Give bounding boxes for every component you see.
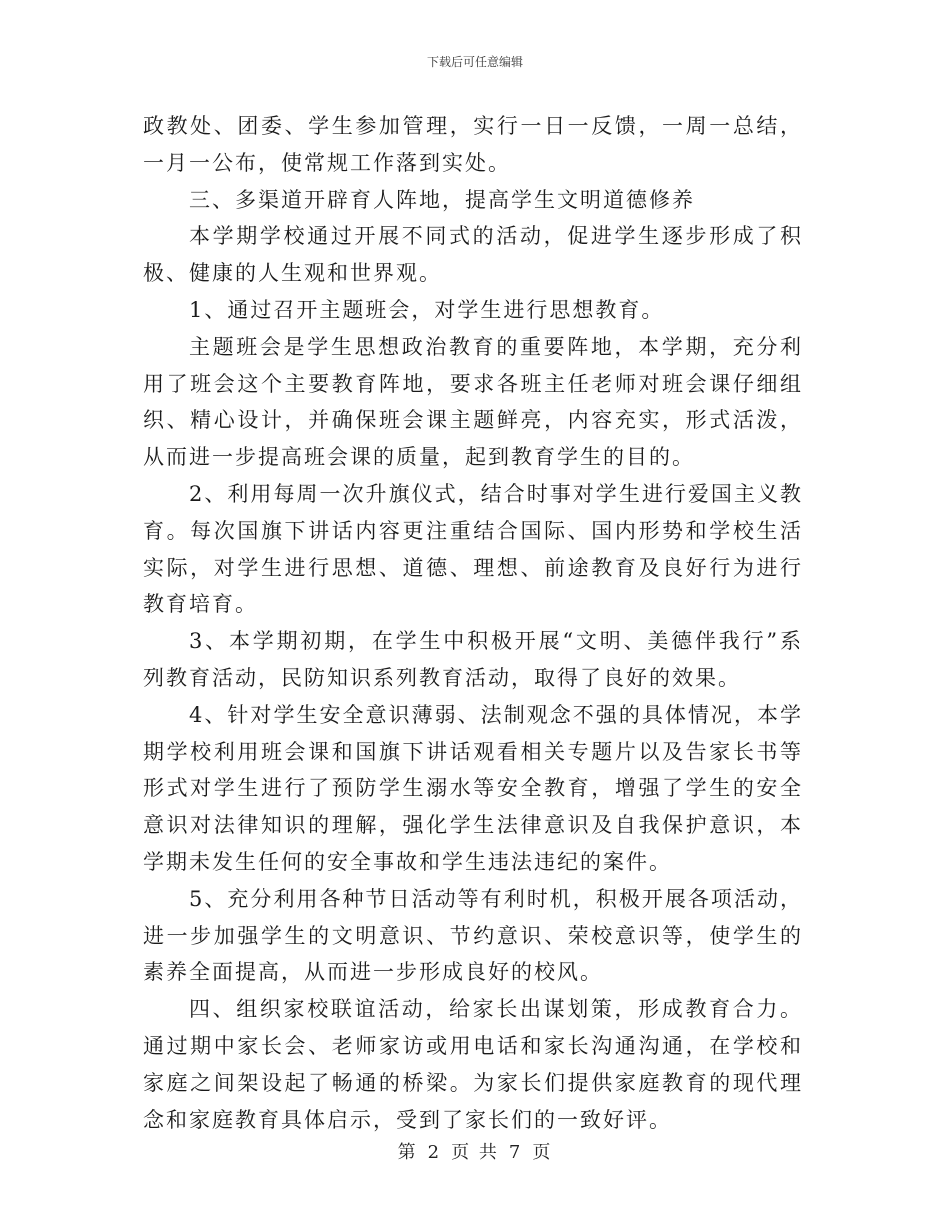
page-header: 下载后可任意编辑 [426,55,523,69]
footer-prefix: 第 [397,1142,418,1163]
document-body [143,108,803,1138]
paragraph-item-4: 4、针对学生安全意识薄弱、法制观念不强的具体情况，本学期学校利用班会课和国旗下讲话观看相关专题片以及告家长书等形式对学生进行了预防学生溺水等安全教育，增强了学生的安全意识对法律知识的理解，强化学生法律意识及自我保护意识，本学期未发生任何的安全事故和学生违法违纪的案件。 [143,702,803,874]
section-heading-3: 三、多渠道开辟育人阵地，提高学生文明道德修养 [189,187,695,212]
total-pages-number: 7 [508,1142,523,1163]
paragraph-item-2: 2、利用每周一次升旗仪式，结合时事对学生进行爱国主义教育。每次国旗下讲话内容更注重结合国际、国内形势和学校生活实际，对学生进行思想、道德、理想、前途教育及良好行为进行教育培育。 [143,481,803,617]
current-page-number: 2 [427,1142,442,1163]
paragraph-item-3: 3、本学期初期，在学生中积极开展“文明、美德伴我行”系列教育活动，民防知识系列教育活动，取得了良好的效果。 [143,629,803,690]
paragraph-5: 主题班会是学生思想政治教育的重要阵地，本学期，充分利用了班会这个主要教育阵地，要求各班主任老师对班会课仔细组织、精心设计，并确保班会课主题鲜亮，内容充实，形式活泼，从而进一步提高班会课的质量，起到教育学生的目的。 [143,334,803,470]
paragraph-1: 政教处、团委、学生参加管理，实行一日一反馈，一周一总结，一月一公布，使常规工作落到实处。 [143,114,803,175]
paragraph-3: 本学期学校通过开展不同式的活动，促进学生逐步形成了积极、健康的人生观和世界观。 [143,224,803,286]
footer-suffix: 页 [532,1142,553,1163]
item-heading-1: 1、通过召开主题班会，对学生进行思想教育。 [189,297,665,322]
page-footer [0,1142,950,1164]
footer-middle: 页 共 [451,1142,499,1163]
paragraph-item-5: 5、充分利用各种节日活动等有利时机，积极开展各项活动，进一步加强学生的文明意识、节约意识、荣校意识等，使学生的素养全面提高，从而进一步形成良好的校风。 [143,886,803,985]
section-paragraph-4: 四、组织家校联谊活动，给家长出谋划策，形成教育合力。通过期中家长会、老师家访或用电话和家长沟通沟通，在学校和家庭之间架设起了畅通的桥梁。为家长们提供家庭教育的现代理念和家庭教育具体启示，受到了家长们的一致好评。 [143,997,803,1132]
